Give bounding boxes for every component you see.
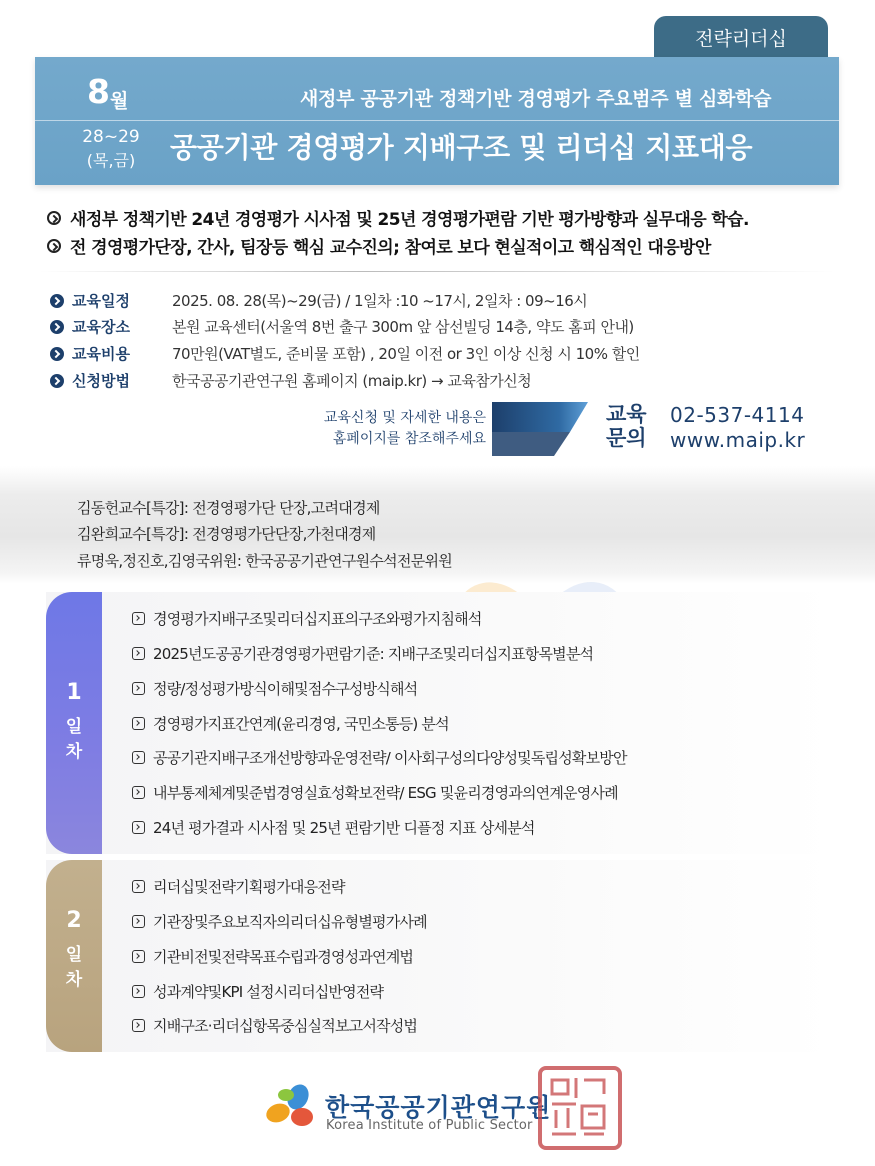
square-chevron-icon	[132, 612, 145, 625]
day1-item	[132, 713, 449, 734]
info-label: 교육비용	[72, 345, 130, 363]
day-label-char: 차	[65, 742, 83, 762]
section-divider	[40, 271, 835, 272]
chevron-bullet-icon	[50, 347, 64, 361]
intro-text: 새정부 정책기반 24년 경영평가 시사점 및 25년 경영평가편람 기반 평가방향과 실무대응 학습.	[70, 210, 749, 230]
item-text: 기관장및주요보직자의리더십유형별평가사례	[153, 913, 427, 931]
day-label-char: 일	[65, 945, 83, 965]
inquiry-phone[interactable]: 02-537-4114	[670, 403, 805, 427]
inquiry-label-line: 교육	[606, 402, 647, 426]
arrow-graphic	[492, 402, 592, 458]
inquiry-note-line: 홈페이지를 참조해주세요	[332, 431, 486, 447]
day1-item	[132, 747, 627, 768]
chevron-bullet-icon	[50, 320, 64, 334]
org-logo-icon	[262, 1083, 320, 1131]
item-text: 경영평가지표간연계(윤리경영, 국민소통등) 분석	[153, 715, 449, 733]
month-unit: 월	[110, 90, 129, 112]
item-text: 24년 평가결과 시사점 및 25년 편람기반 디플정 지표 상세분석	[153, 819, 535, 837]
page-subtitle: 새정부 공공기관 정책기반 경영평가 주요범주 별 심화학습	[300, 88, 772, 110]
info-label: 신청방법	[72, 372, 130, 390]
day1-item	[132, 643, 593, 664]
intro-text: 전 경영평가단장, 간사, 팀장등 핵심 교수진의; 참여로 보다 현실적이고 핵심적인 대응방안	[70, 238, 711, 258]
square-chevron-icon	[132, 786, 145, 799]
day2-item	[132, 1015, 417, 1036]
date-days: (목,금)	[86, 151, 136, 170]
inquiry-website-link[interactable]: www.maip.kr	[670, 428, 806, 452]
chevron-bullet-icon	[50, 294, 64, 308]
square-chevron-icon	[132, 751, 145, 764]
day1-tab	[46, 592, 102, 854]
banner-divider	[35, 120, 839, 121]
circle-chevron-icon	[47, 239, 61, 253]
item-text: 지배구조·리더십항목중심실적보고서작성법	[153, 1017, 418, 1035]
info-value: 한국공공기관연구원 홈페이지 (maip.kr) → 교육참가신청	[172, 372, 532, 390]
chevron-bullet-icon	[50, 374, 64, 388]
inquiry-label	[606, 402, 656, 450]
item-text: 2025년도공공기관경영평가편람기준: 지배구조및리더십지표항목별분석	[153, 645, 594, 663]
day2-item	[132, 876, 345, 897]
inquiry-note	[290, 408, 486, 450]
circle-chevron-icon	[47, 211, 61, 225]
info-row-cost	[50, 343, 640, 364]
date-range: 28~29	[82, 127, 140, 147]
info-row-location	[50, 316, 634, 337]
info-row-schedule	[50, 290, 587, 311]
item-text: 내부통제체계및준법경영실효성확보전략/ ESG 및윤리경영과의연계운영사례	[153, 784, 618, 802]
month-number: 8	[87, 72, 110, 111]
info-row-apply	[50, 370, 531, 391]
info-value: 2025. 08. 28(목)~29(금) / 1일차 :10 ~17시, 2일차 : 09~16시	[172, 292, 588, 310]
day1-item	[132, 678, 417, 699]
item-text: 기관비전및전략목표수립과경영성과연계법	[153, 948, 414, 966]
category-tag: 전략리더십	[654, 16, 828, 58]
item-text: 공공기관지배구조개선방향과운영전략/ 이사회구성의다양성및독립성확보방안	[153, 749, 627, 767]
info-value: 70만원(VAT별도, 준비물 포함) , 20일 이전 or 3인 이상 신청 시 10% 할인	[172, 345, 640, 363]
day1-item	[132, 608, 482, 629]
square-chevron-icon	[132, 647, 145, 660]
page-title: 공공기관 경영평가 지배구조 및 리더십 지표대응	[170, 131, 753, 164]
item-text: 성과계약및KPI 설정시리더십반영전략	[153, 983, 384, 1001]
intro-line	[47, 233, 711, 258]
day2-item	[132, 946, 413, 967]
square-chevron-icon	[132, 717, 145, 730]
day-number: 1	[66, 680, 82, 705]
day2-item	[132, 911, 427, 932]
inquiry-note-line: 교육신청 및 자세한 내용은	[323, 410, 486, 426]
official-seal-icon	[536, 1064, 624, 1152]
instructor-line: 류명욱,정진호,김영국위원: 한국공공기관연구원수석전문위원	[77, 552, 453, 570]
square-chevron-icon	[132, 821, 145, 834]
day1-item	[132, 817, 535, 838]
square-chevron-icon	[132, 985, 145, 998]
intro-line	[47, 205, 749, 230]
square-chevron-icon	[132, 1019, 145, 1032]
org-name: 한국공공기관연구원	[325, 1093, 552, 1122]
day2-item	[132, 981, 383, 1002]
day-label-char: 일	[65, 717, 83, 737]
square-chevron-icon	[132, 915, 145, 928]
org-name-en: Korea Institute of Public Sector	[326, 1118, 533, 1133]
day2-tab	[46, 860, 102, 1052]
item-text: 경영평가지배구조및리더십지표의구조와평가지침해석	[153, 610, 482, 628]
info-label: 교육장소	[72, 318, 130, 336]
inquiry-label-line: 문의	[606, 426, 647, 450]
square-chevron-icon	[132, 950, 145, 963]
day1-item	[132, 782, 618, 803]
item-text: 리더십및전략기획평가대응전략	[153, 878, 345, 896]
square-chevron-icon	[132, 682, 145, 695]
instructor-line: 김완희교수[특강]: 전경영평가단단장,가천대경제	[77, 525, 376, 543]
item-text: 정량/정성평가방식이해및점수구성방식해석	[153, 680, 418, 698]
day-label-char: 차	[65, 970, 83, 990]
instructor-line: 김동헌교수[특강]: 전경영평가단 단장,고려대경제	[77, 499, 380, 517]
info-value: 본원 교육센터(서울역 8번 출구 300m 앞 삼선빌딩 14층, 약도 홈피 안내)	[172, 318, 634, 336]
day-number: 2	[66, 908, 82, 933]
square-chevron-icon	[132, 880, 145, 893]
info-label: 교육일정	[72, 292, 130, 310]
